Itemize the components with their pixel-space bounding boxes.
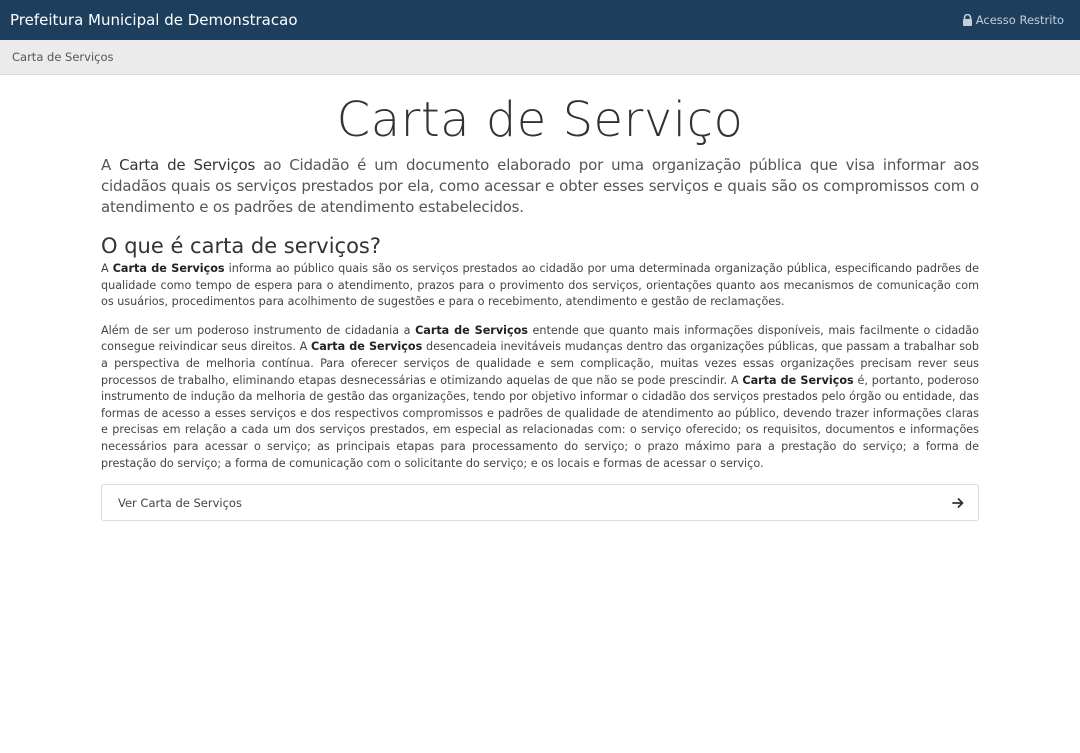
intro-lead (101, 155, 979, 218)
para2-text-3: desencadeia inevitáveis mudanças dentro das organizações públicas, que passam a trabalhar sob a perspectiva de melhoria contínua. Para oferecer serviços de qualidade e sem complicação, muitas vezes essas organizações precisam rever seus processos de trabalho, eliminando etapas desnecessárias e otimizando aquelas de que não se pode prescindir. A (101, 340, 979, 387)
paragraph-1 (101, 261, 979, 311)
breadcrumb (0, 40, 1080, 75)
para2-text-1: Além de ser um poderoso instrumento de cidadania a (101, 323, 416, 337)
para1-pre: A (101, 262, 113, 275)
paragraph-2 (101, 323, 979, 472)
para2-strong-3: Carta de Serviços (742, 373, 854, 387)
main-content (101, 92, 979, 521)
para2-text-2: entende que quanto mais informações disponíveis, mais facilmente o cidadão consegue reivindicar seus direitos. A (101, 323, 979, 354)
lead-text-post: ao Cidadão é um documento elaborado por uma organização pública que visa informar aos cidadãos quais os serviços prestados por ela, como acessar e obter esses serviços e quais são os compromissos com o atendimento e os padrões de atendimento estabelecidos. (101, 156, 979, 216)
para2-text-4: é, portanto, poderoso instrumento de indução da melhoria de gestão das organizações, tendo por objetivo informar o cidadão dos serviços prestados pelo órgão ou entidade, das formas de acesso a esses serviços e dos respectivos compromissos e padrões de qualidade de atendimento ao público, devendo trazer informações claras e precisas em relação a cada um dos serviços prestados, em especial as relacionadas com: o serviço oferecido; os requisitos, documentos e informações necessários para acessar o serviço; as principais etapas para processamento do serviço; o prazo máximo para a prestação do serviço; a forma de prestação do serviço; a forma de comunicação com o solicitante do serviço; e os locais e formas de acessar o serviço. (101, 373, 980, 470)
lock-icon (962, 14, 973, 26)
lead-text-pre: A (101, 156, 120, 174)
brand-title[interactable]: Prefeitura Municipal de Demonstracao (10, 11, 298, 29)
lead-strong: Carta de Serviços (119, 156, 256, 174)
top-navbar (0, 0, 1080, 40)
view-service-charter-label: Ver Carta de Serviços (118, 495, 242, 510)
restricted-access-link[interactable] (962, 13, 1064, 27)
restricted-access-label: Acesso Restrito (975, 13, 1064, 27)
arrow-right-icon (952, 497, 964, 509)
section-heading: O que é carta de serviços? (101, 234, 382, 258)
view-service-charter-link[interactable] (101, 484, 979, 521)
para1-strong: Carta de Serviços (112, 262, 225, 275)
para2-strong-2: Carta de Serviços (311, 340, 423, 354)
para1-post: informa ao público quais são os serviços prestados ao cidadão por uma determinada organização pública, especificando padrões de qualidade como tempo de espera para o atendimento, prazos para o provimento dos serviços, orientações quanto aos mecanismos de comunicação com os usuários, procedimentos para acolhimento de sugestões e para o recebimento, atendimento e gestão de reclamações. (101, 262, 979, 309)
page-title: Carta de Serviço (336, 92, 744, 148)
para2-strong-1: Carta de Serviços (415, 323, 528, 337)
breadcrumb-current: Carta de Serviços (12, 50, 114, 64)
